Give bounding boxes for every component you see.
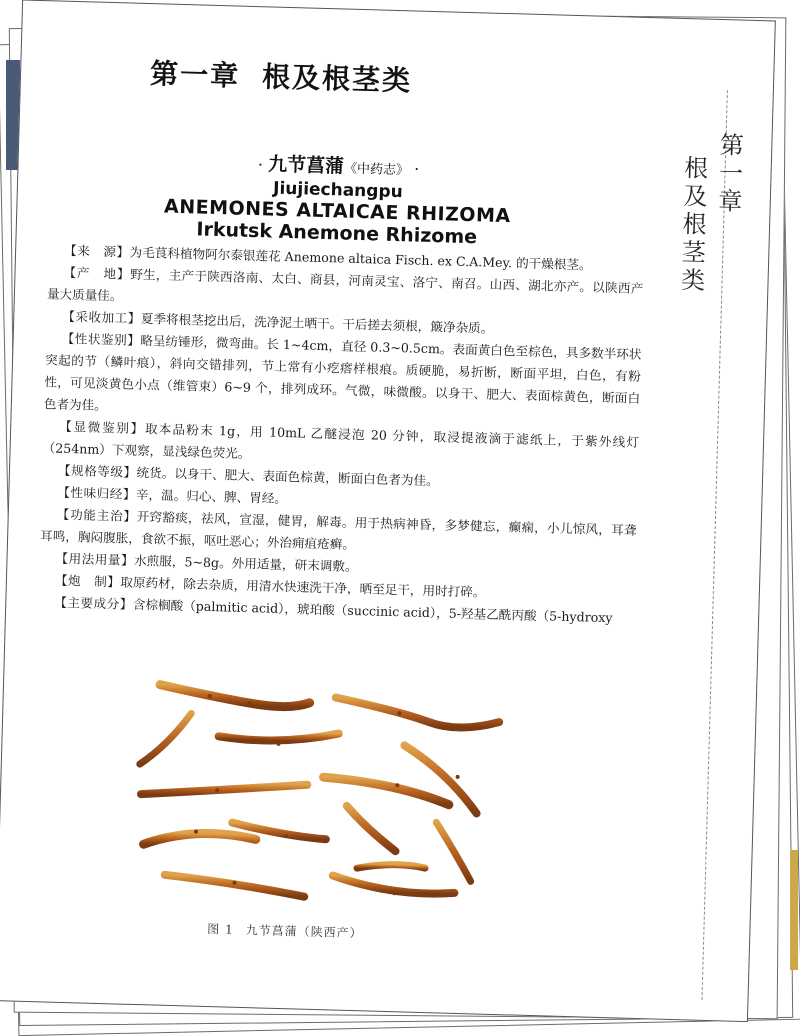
entry-pinyin: Jiujiechangpu [272, 178, 404, 203]
running-header-vertical [676, 131, 748, 297]
chapter-name: 根及根茎类 [261, 60, 413, 98]
entry-body [38, 239, 644, 629]
section-source: 【来 源】为毛茛科植物阿尔泰银莲花 Anemone altaica Fisch. ex C.A.Mey. 的干燥根茎。 [63, 242, 592, 273]
entry-source-ref: 《中药志》 [343, 161, 410, 179]
rhizome-photo [94, 663, 521, 915]
section-origin: 【产 地】野生，主产于陕西洛南、太白、商县，河南灵宝、洛宁、南召。山西、湖北亦产。以陕西产量大质量佳。 [46, 264, 644, 304]
chapter-number: 第一章 [149, 57, 241, 93]
book-edge-tab [790, 850, 798, 970]
section-microscopy: 【显微鉴别】取本品粉末 1g，用 10mL 乙醚浸泡 20 分钟，取浸提液滴于滤纸上，于紫外线灯（254nm）下观察，显浅绿色荧光。 [42, 418, 640, 462]
section-nature: 【性味归经】辛，温。归心、脾、胃经。 [57, 484, 288, 507]
figure-caption-text: 九节菖蒲（陕西产） [245, 923, 363, 941]
section-components: 【主要成分】含棕榈酸（palmitic acid），琥珀酸（succinic acid），5-羟基乙酰丙酸（5-hydroxy [54, 594, 613, 626]
section-harvest: 【采收加工】夏季将根茎挖出后，洗净泥土晒干。干后搓去须根，簸净杂质。 [62, 308, 494, 336]
section-function: 【功能主治】开窍豁痰，祛风，宣湿，健胃，解毒。用于热病神昏，多梦健忘，癫痫，小儿惊风，耳聋耳鸣，胸闷腹胀，食欲不振，呕吐恶心；外治痈疽疮癣。 [39, 506, 637, 552]
running-header-chapter: 第一章 [713, 131, 744, 217]
section-grade: 【规格等级】统货。以身干、肥大、表面色棕黄，断面白色者为佳。 [57, 462, 439, 489]
section-processing: 【炮 制】取原药材，除去杂质，用清水快速洗干净，晒至足干，用时打碎。 [54, 572, 486, 600]
figure-label: 图 1 [207, 922, 234, 937]
figure-caption [207, 920, 363, 941]
entry-name-cn: 九节菖蒲 [267, 153, 345, 178]
section-dosage: 【用法用量】水煎服，5~8g。外用适量，研末调敷。 [55, 550, 358, 575]
entry-heading: · 九节菖蒲《中药志》 · Jiujiechangpu ANEMONES ALTAICAE RHIZOMA Irkutsk Anemone Rhizome [127, 146, 549, 251]
chapter-title [21, 48, 542, 103]
section-identification: 【性状鉴别】略呈纺锤形，微弯曲。长 1~4cm，直径 0.3~0.5cm。表面黄白色至棕色，具多数半环状突起的节（鳞叶痕），斜向交错排列，节上常有小疙瘩样根痕。质硬脆，易折断，断面平坦，白色，有粉性，可见淡黄色小点（维管束）6~9 个，排列成环。气微，味微酸。以身干、肥大、表面棕黄色，断面白色者为佳。 [43, 330, 642, 413]
entry-english-name: Irkutsk Anemone Rhizome [196, 218, 478, 249]
running-header-title: 根及根茎类 [676, 154, 709, 296]
entry-latin-name: ANEMONES ALTAICAE RHIZOMA [163, 195, 511, 228]
